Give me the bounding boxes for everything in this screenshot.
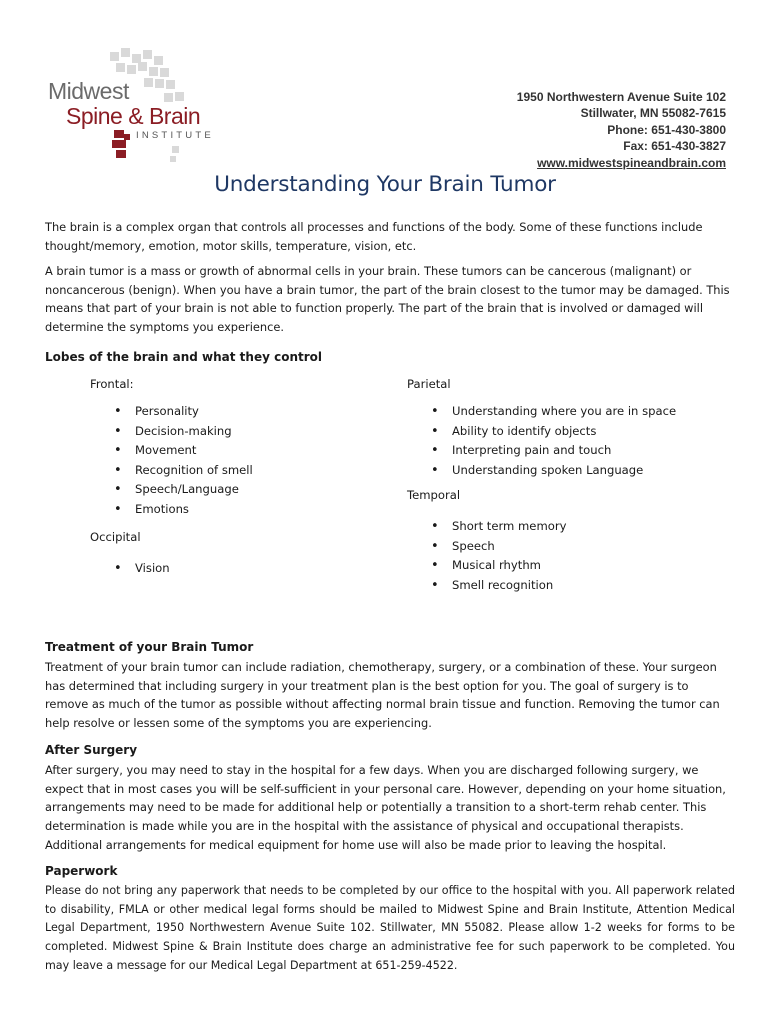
bullet-icon: • bbox=[431, 519, 439, 534]
website-link[interactable]: www.midwestspineandbrain.com bbox=[537, 155, 726, 170]
bullet-icon: • bbox=[431, 462, 439, 478]
list-item-label: Musical rhythm bbox=[452, 558, 541, 573]
after-surgery-paragraph: After surgery, you may need to stay in the hospital for a few days. When you are discharged following surgery, we expect that in most cases you will be self-sufficient in your personal care. However, depending on your home situation, arrangements may need to be made for additional help or potentially a transition to a short-term rehab center. This determination is made while you are in the hospital with the assistance of physical and occupational therapists. Additional arrangements for medical equipment for home use will also be made prior to leaving the hospital. bbox=[45, 763, 726, 852]
list-item-label: Personality bbox=[135, 404, 199, 418]
frontal-label: Frontal: bbox=[90, 377, 134, 391]
list-item-label: Interpreting pain and touch bbox=[452, 443, 612, 458]
bullet-icon: • bbox=[431, 423, 439, 439]
institute-logo bbox=[44, 48, 244, 166]
address-city: Stillwater, MN 55082-7615 bbox=[580, 106, 726, 121]
list-item-label: Smell recognition bbox=[452, 577, 554, 592]
list-item bbox=[407, 402, 676, 422]
list-item-label: Vision bbox=[135, 561, 170, 575]
address-street: 1950 Northwestern Avenue Suite 102 bbox=[516, 90, 726, 104]
bullet-icon: • bbox=[114, 462, 122, 478]
bullet-icon: • bbox=[114, 423, 122, 439]
lobes-heading: Lobes of the brain and what they control bbox=[45, 350, 322, 364]
address-fax: Fax: 651-430-3827 bbox=[623, 139, 726, 154]
list-item-label: Understanding where you are in space bbox=[452, 404, 677, 418]
list-item-label: Emotions bbox=[135, 501, 189, 516]
bullet-icon: • bbox=[431, 577, 439, 593]
list-item bbox=[407, 422, 676, 442]
bullet-icon: • bbox=[431, 558, 439, 574]
address-block bbox=[517, 89, 726, 171]
temporal-list bbox=[407, 517, 566, 595]
list-item-label: Decision-making bbox=[135, 423, 232, 438]
list-item-label: Movement bbox=[135, 443, 197, 458]
list-item-label: Understanding spoken Language bbox=[452, 462, 644, 477]
bullet-icon: • bbox=[431, 404, 439, 419]
logo-text-midwest: Midwest bbox=[48, 78, 129, 104]
list-item bbox=[90, 480, 253, 500]
list-item bbox=[90, 441, 253, 461]
paperwork-paragraph: Please do not bring any paperwork that needs to be completed by our office to the hospital with you. All paperwork related to disability, FMLA or other medical legal forms should be mailed to Midwest Spine and Brain Institute, Attention Medical Legal Department, 1950 Northwestern Avenue Suite 102. Stillwater, MN 55082. Please allow 1-2 weeks for forms to be completed. Midwest Spine & Brain Institute does charge an administrative fee for such paperwork to be completed. You may leave a message for our Medical Legal Department at 651-259-4522. bbox=[45, 884, 735, 972]
list-item bbox=[90, 559, 170, 579]
paperwork-heading: Paperwork bbox=[45, 864, 118, 878]
list-item-label: Short term memory bbox=[452, 519, 567, 533]
occipital-label: Occipital bbox=[90, 530, 141, 544]
list-item-label: Recognition of smell bbox=[135, 462, 253, 477]
bullet-icon: • bbox=[114, 443, 122, 459]
parietal-list bbox=[407, 402, 676, 480]
bullet-icon: • bbox=[114, 482, 122, 498]
temporal-label: Temporal bbox=[407, 488, 461, 502]
parietal-label: Parietal bbox=[407, 377, 451, 391]
address-phone: Phone: 651-430-3800 bbox=[607, 122, 726, 137]
list-item bbox=[407, 537, 566, 557]
list-item bbox=[90, 461, 253, 481]
intro-paragraph-1: The brain is a complex organ that controls all processes and functions of the body. Some of these functions include thought/memory, emotion, motor skills, temperature, vision, etc. bbox=[45, 220, 703, 253]
bullet-icon: • bbox=[114, 404, 122, 419]
list-item bbox=[90, 422, 253, 442]
occipital-list bbox=[90, 559, 170, 579]
frontal-list bbox=[90, 402, 253, 520]
list-item-label: Speech bbox=[452, 538, 495, 553]
list-item bbox=[407, 576, 566, 596]
list-item-label: Speech/Language bbox=[135, 482, 239, 497]
bullet-icon: • bbox=[431, 538, 439, 554]
list-item bbox=[407, 441, 676, 461]
list-item bbox=[407, 556, 566, 576]
list-item bbox=[90, 402, 253, 422]
bullet-icon: • bbox=[114, 501, 122, 517]
list-item-label: Ability to identify objects bbox=[452, 423, 597, 438]
after-surgery-heading: After Surgery bbox=[45, 743, 138, 757]
logo-text-spine-brain: Spine & Brain bbox=[66, 103, 201, 129]
list-item bbox=[407, 461, 676, 481]
list-item bbox=[407, 517, 566, 537]
page-title: Understanding Your Brain Tumor bbox=[214, 172, 556, 197]
treatment-heading: Treatment of your Brain Tumor bbox=[45, 640, 254, 654]
list-item bbox=[90, 500, 253, 520]
bullet-icon: • bbox=[114, 561, 122, 576]
logo-text-institute: INSTITUTE bbox=[136, 130, 214, 141]
intro-paragraph-2: A brain tumor is a mass or growth of abnormal cells in your brain. These tumors can be cancerous (malignant) or noncancerous (benign). When you have a brain tumor, the part of the brain closest to the tumor may be damaged. This means that part of your brain is not able to function properly. The part of the brain that is involved or damaged will determine the symptoms you experience. bbox=[45, 264, 730, 335]
treatment-paragraph: Treatment of your brain tumor can include radiation, chemotherapy, surgery, or a combination of these. Your surgeon has determined that including surgery in your treatment plan is the best option for you. The goal of surgery is to remove as much of the tumor as possible without affecting normal brain tissue and function. Removing the tumor can help resolve or lessen some of the symptoms you are experiencing. bbox=[45, 660, 720, 731]
bullet-icon: • bbox=[431, 443, 439, 459]
